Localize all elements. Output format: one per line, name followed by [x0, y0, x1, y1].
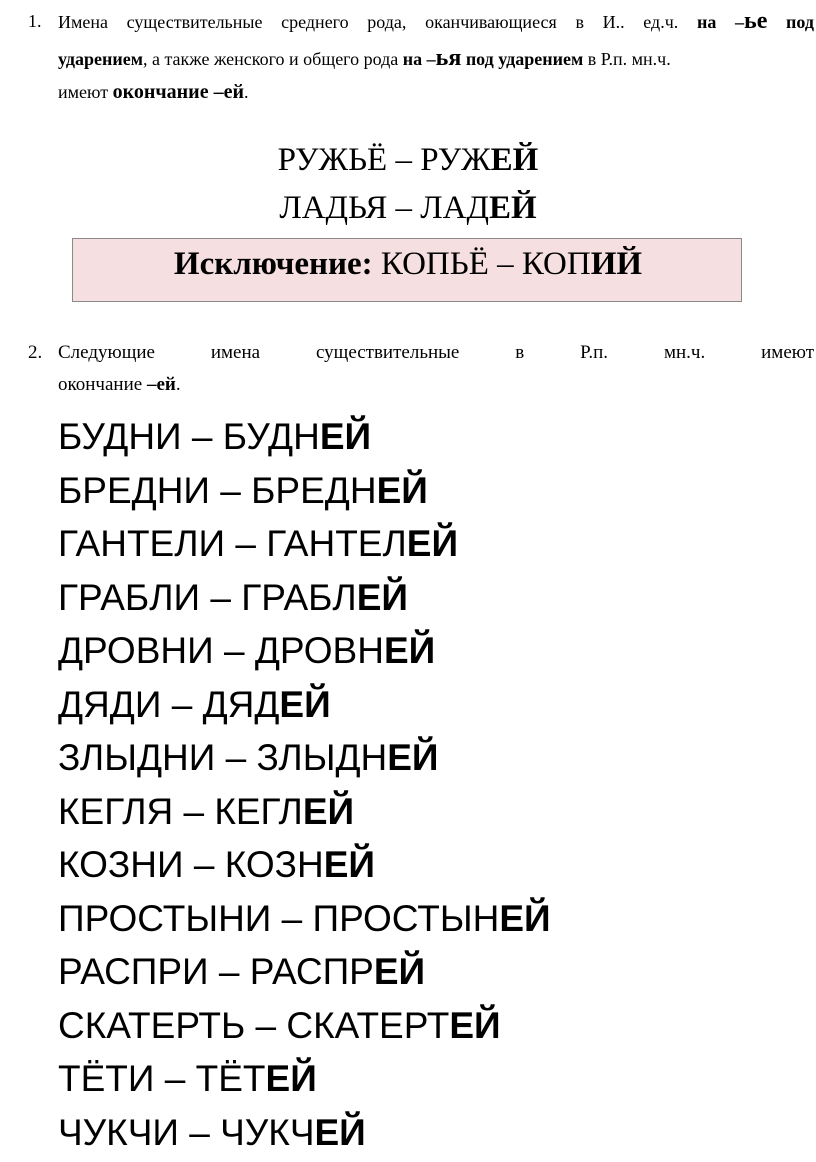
list-item: ДРОВНИ – ДРОВНЕЙ: [58, 630, 436, 671]
rule-1-line-2: ударением, а также женского и общего рода на –ья под ударением в Р.п. мн.ч.: [58, 45, 671, 71]
rule-1-line-1: Имена существительные среднего рода, оканчивающиеся в И.. ед.ч. на –ье под: [58, 8, 814, 34]
rule-1-text: [58, 6, 814, 107]
rule-2-number: 2.: [28, 342, 43, 363]
word-list: [58, 410, 551, 1159]
rule-2-line-1: Следующие имена существительные в Р.п. мн.ч. имеют: [58, 342, 814, 363]
example-1: РУЖЬЁ – РУЖЕЙ: [277, 142, 539, 178]
list-item: КОЗНИ – КОЗНЕЙ: [58, 844, 375, 885]
list-item: БРЕДНИ – БРЕДНЕЙ: [58, 469, 428, 511]
list-item: ЧУКЧИ – ЧУКЧЕЙ: [58, 1111, 366, 1153]
list-item: ПРОСТЫНИ – ПРОСТЫНЕЙ: [58, 897, 551, 939]
example-2: ЛАДЬЯ – ЛАДЕЙ: [279, 190, 537, 226]
list-item: ТЁТИ – ТЁТЕЙ: [58, 1058, 317, 1099]
exception-label: Исключение:: [173, 246, 373, 282]
rule-2-text: [58, 338, 814, 400]
list-item: ЗЛЫДНИ – ЗЛЫДНЕЙ: [58, 737, 439, 778]
list-item: КЕГЛЯ – КЕГЛЕЙ: [58, 790, 355, 832]
rule-2-line-2: окончание –ей.: [58, 374, 181, 395]
list-item: ГАНТЕЛИ – ГАНТЕЛЕЙ: [58, 523, 459, 564]
exception-text: Исключение: КОПЬЁ – КОПИЙ: [173, 246, 643, 282]
rule-1-line-3: имеют окончание –ей.: [58, 81, 249, 103]
rule-1-number: 1.: [28, 11, 42, 31]
list-item: ДЯДИ – ДЯДЕЙ: [58, 683, 331, 725]
list-item: БУДНИ – БУДНЕЙ: [58, 416, 372, 457]
list-item: СКАТЕРТЬ – СКАТЕРТЕЙ: [58, 1004, 501, 1046]
list-item: РАСПРИ – РАСПРЕЙ: [58, 951, 426, 992]
list-item: ГРАБЛИ – ГРАБЛЕЙ: [58, 576, 408, 618]
